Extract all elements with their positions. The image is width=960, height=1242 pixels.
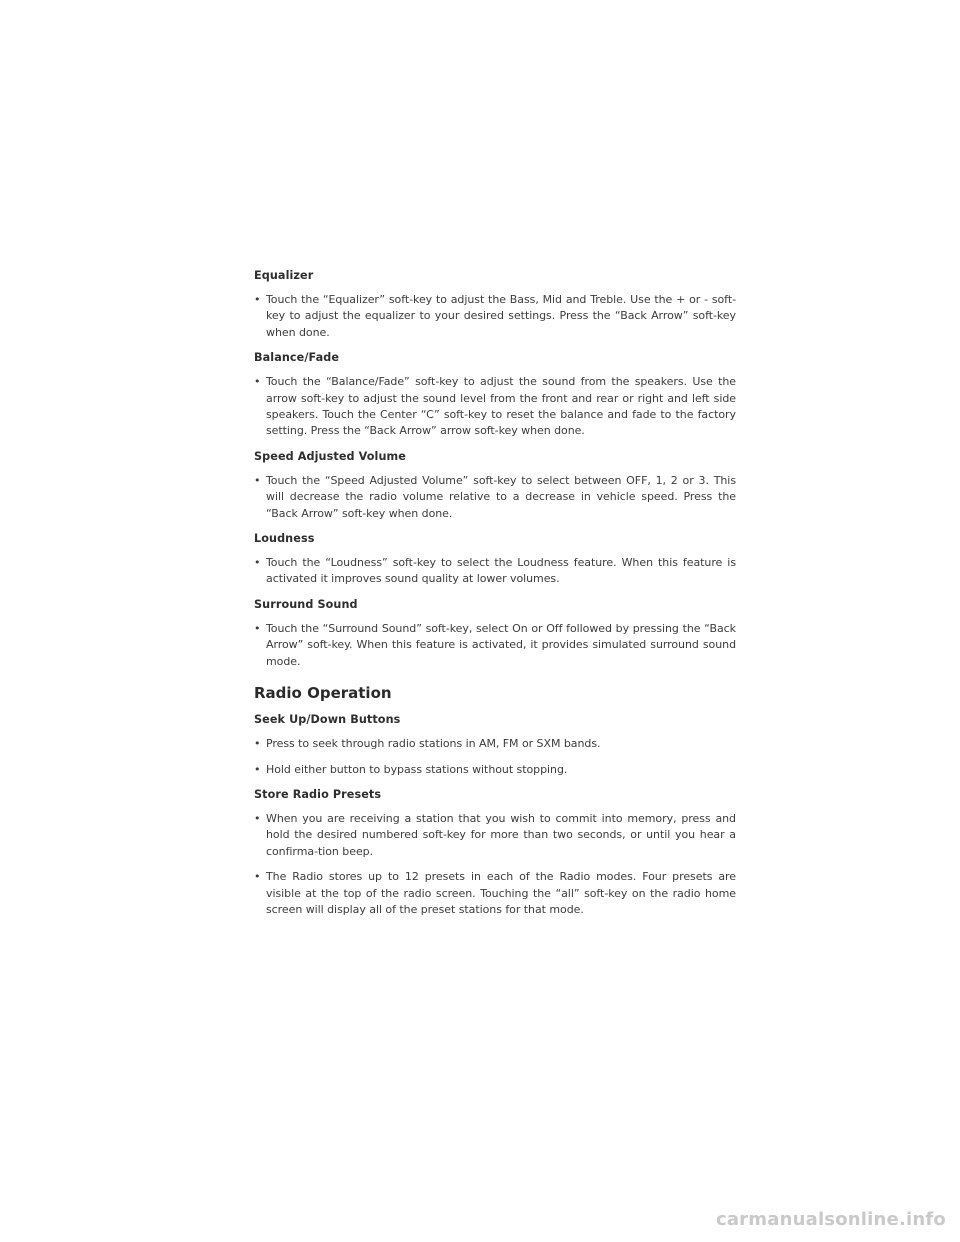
bullet-text: Touch the “Balance/Fade” soft-key to adjust the sound from the speakers. Use the arrow soft-key to adjust the sound level from the front and rear or right and left side speakers. Touch the Center “C” soft-key to reset the balance and fade to the factory setting. Press the “Back Arrow” arrow soft-key when done. [266,375,736,438]
bullet-marker: • [254,621,261,635]
bullet-text: Touch the “Loudness” soft-key to select the Loudness feature. When this feature is activated it improves sound quality at lower volumes. [266,556,736,586]
heading-store-presets: Store Radio Presets [254,787,382,801]
bullet-marker: • [254,811,261,825]
bullet-loudness [254,555,736,588]
bullet-presets-1 [254,811,736,860]
heading-loudness: Loudness [254,532,315,546]
bullet-text: When you are receiving a station that you wish to commit into memory, press and hold the desired numbered soft-key for more than two seconds, or until you hear a confirma-tion beep. [266,811,736,858]
bullet-marker: • [254,737,261,751]
bullet-marker: • [254,556,261,570]
bullet-marker: • [254,870,261,884]
bullet-text: The Radio stores up to 12 presets in each of the Radio modes. Four presets are visible at the top of the radio screen. Touching the “all” soft-key on the radio home screen will display all of the preset stations for that mode. [266,870,736,916]
bullet-seek-1 [254,736,736,752]
bullet-text: Press to seek through radio stations in AM, FM or SXM bands. [266,737,601,751]
heading-equalizer: Equalizer [254,269,314,282]
bullet-equalizer [254,292,736,341]
bullet-surround-sound [254,621,736,670]
bullet-text: Touch the “Speed Adjusted Volume” soft-key to select between OFF, 1, 2 or 3. This will decrease the radio volume relative to a decrease in vehicle speed. Press the “Back Arrow” soft-key when done. [266,473,736,520]
bullet-speed-adjusted-volume [254,473,736,522]
bullet-marker: • [254,293,261,306]
heading-seek-buttons: Seek Up/Down Buttons [254,713,401,727]
bullet-marker: • [254,762,261,776]
bullet-seek-2 [254,762,736,778]
page-content [254,268,736,927]
heading-speed-adjusted-volume: Speed Adjusted Volume [254,449,406,463]
heading-balance-fade: Balance/Fade [254,351,340,365]
bullet-presets-2 [254,869,736,918]
heading-surround-sound: Surround Sound [254,597,358,611]
site-watermark: carmanualsonline.info [715,1209,946,1230]
bullet-marker: • [254,473,261,487]
bullet-text: Touch the “Surround Sound” soft-key, select On or Off followed by pressing the “Back Arrow” soft-key. When this feature is activated, it provides simulated surround sound mode. [266,621,736,668]
section-title-radio-operation: Radio Operation [254,684,392,703]
bullet-balance-fade [254,374,736,440]
bullet-text: Hold either button to bypass stations without stopping. [266,762,568,776]
bullet-text: Touch the “Equalizer” soft-key to adjust the Bass, Mid and Treble. Use the + or - soft-key to adjust the equalizer to your desired settings. Press the “Back Arrow” soft-key when done. [266,293,736,339]
bullet-marker: • [254,375,261,389]
